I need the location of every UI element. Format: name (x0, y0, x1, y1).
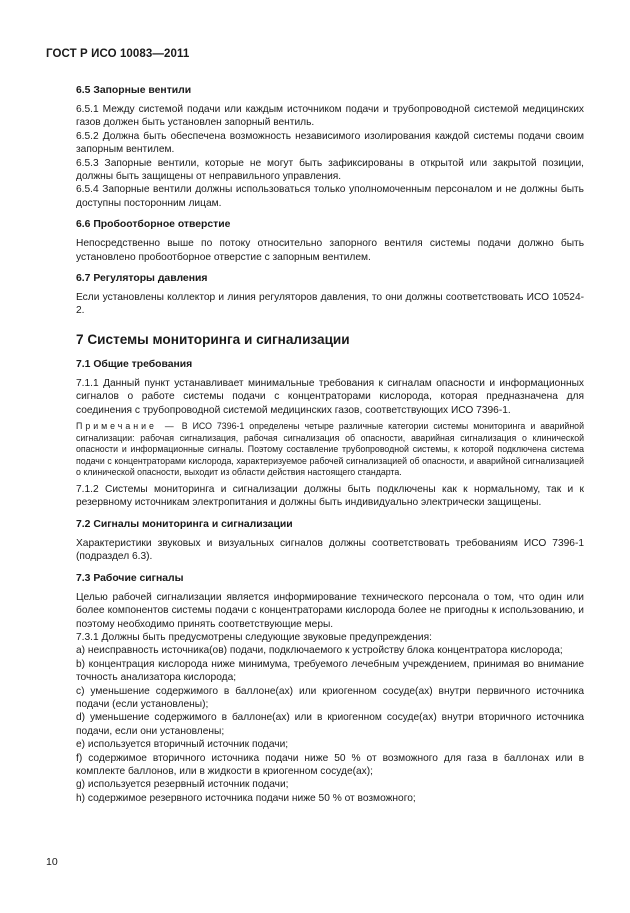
section-7-2-title: 7.2 Сигналы мониторинга и сигнализации (76, 518, 293, 530)
paragraph-6-5-1: 6.5.1 Между системой подачи или каждым источником подачи и трубопроводной системой медицинских газов должен быть установлен запорный вентиль. (76, 104, 584, 129)
section-6-6-title: 6.6 Пробоотборное отверстие (76, 219, 231, 231)
document-content (46, 84, 584, 805)
section-7-1-title: 7.1 Общие требования (76, 358, 193, 370)
paragraph-7-3: Целью рабочей сигнализации является информирование технического персонала о том, что один или более компонентов системы подачи с концентраторами кислорода более не пригодны к использованию, и поэтому необходимо принять соответствующие меры. (76, 591, 584, 630)
paragraph-6-5-2: 6.5.2 Должна быть обеспечена возможность независимого изолирования каждой системы подачи своим запорным вентилем. (76, 130, 584, 156)
list-item: d) уменьшение содержимого в баллоне(ах) или в криогенном сосуде(ах) внутри вторичного источника подачи, если они установлены; (76, 712, 584, 737)
list-item: f) содержимое вторичного источника подачи ниже 50 % от возможного для газа в баллонах или в комплекте баллонов, или в жидкости в криогенном сосуде(ах); (76, 752, 584, 777)
paragraph-6-5-4: 6.5.4 Запорные вентили должны использоваться только уполномоченным персоналом и не должны быть доступны посторонним лицам. (76, 184, 584, 209)
paragraph-6-7: Если установлены коллектор и линия регуляторов давления, то они должны соответствовать ИСО 10524-2. (76, 292, 584, 317)
paragraph-6-5-3: 6.5.3 Запорные вентили, которые не могут быть зафиксированы в открытой или закрытой позиции, должны быть защищены от неправильного управления. (76, 157, 584, 183)
list-item: g) используется резервный источник подачи; (76, 779, 289, 791)
list-item: h) содержимое резервного источника подачи ниже 50 % от возможного; (76, 792, 416, 804)
page-number: 10 (46, 856, 58, 868)
section-6-5-title: 6.5 Запорные вентили (76, 85, 192, 96)
list-item: e) используется вторичный источник подачи; (76, 739, 289, 751)
paragraph-7-2: Характеристики звуковых и визуальных сигналов должны соответствовать требованиям ИСО 7396-1 (подраздел 6.3). (76, 537, 584, 563)
paragraph-7-1-1: 7.1.1 Данный пункт устанавливает минимальные требования к сигналам опасности и информационных сигналов о работе системы подачи с концентраторами кислорода, которая предназначена для соединения с трубопроводной системой медицинских газов, соответствующих ИСО 7396-1. (76, 377, 584, 416)
note-label: Примечание — (76, 421, 177, 432)
note-text: В ИСО 7396-1 определены четыре различные категории системы мониторинга и аварийной сигнализации: рабочая сигнализация, рабочая сигнализация об опасности, аварийная сигнализация о клинической опасности и информационные сигналы. Поэтому составление трубопроводной системы, к которой подключена система подачи с концентраторами кислорода, характеризуемое рабочей сигнализацией об опасности, и аварийной сигнализацией о клинической опасности, выходит из области действия настоящего стандарта. (76, 421, 584, 478)
paragraph-6-6: Непосредственно выше по потоку относительно запорного вентиля системы подачи должно быть установлено пробоотборное отверстие с запорным вентилем. (76, 238, 584, 263)
list-item: b) концентрация кислорода ниже минимума, требуемого лечебным учреждением, принимая во внимание точность анализатора кислорода; (76, 658, 584, 684)
paragraph-7-1-2: 7.1.2 Системы мониторинга и сигнализации должны быть подключены как к нормальному, так и к резервному источникам электропитания и должны быть индивидуально электрически защищены. (76, 484, 584, 509)
list-item: c) уменьшение содержимого в баллоне(ах) или криогенном сосуде(ах) внутри первичного источника подачи (если установлены); (76, 685, 584, 710)
section-7-3-title: 7.3 Рабочие сигналы (76, 572, 184, 584)
document-header: ГОСТ Р ИСО 10083—2011 (46, 48, 190, 60)
paragraph-7-3-1: 7.3.1 Должны быть предусмотрены следующие звуковые предупреждения: (76, 631, 432, 643)
note-7-1 (76, 421, 584, 479)
section-6-7-title: 6.7 Регуляторы давления (76, 273, 208, 285)
section-7-title: 7 Системы мониторинга и сигнализации (76, 331, 350, 347)
list-item: a) неисправность источника(ов) подачи, подключаемого к устройству блока концентратора кислорода; (76, 645, 563, 657)
